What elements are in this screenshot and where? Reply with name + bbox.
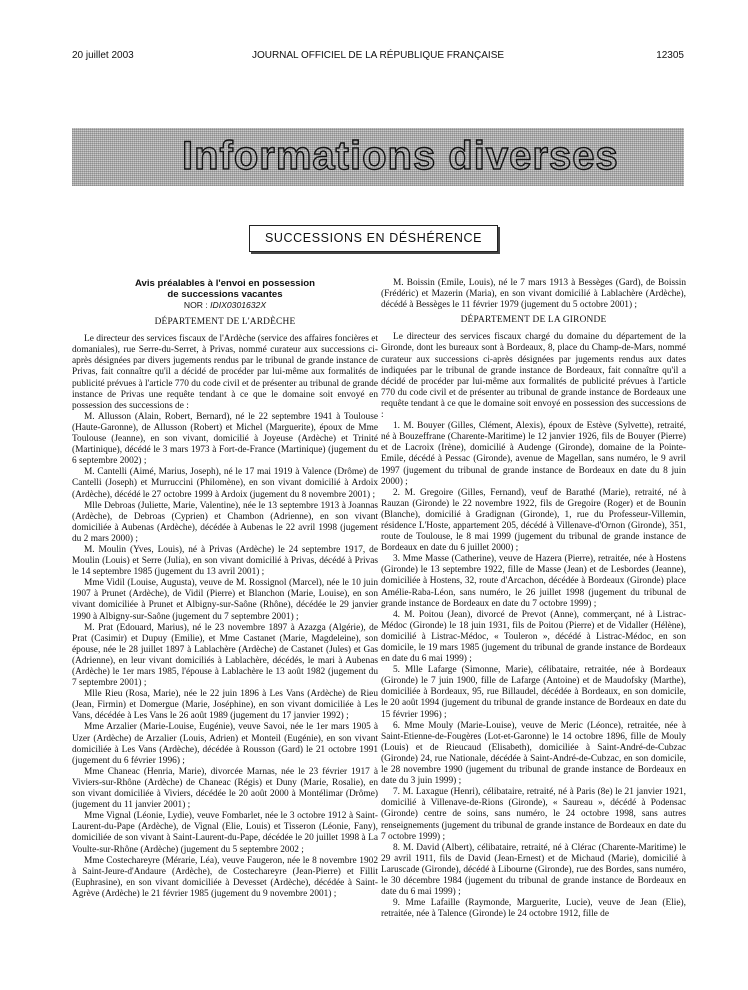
left-column [72, 278, 378, 900]
ardeche-entry-continued: M. Boissin (Emile, Louis), né le 7 mars 1913 à Bessèges (Gard), de Boissin (Frédéric) et Mazerin (Maria), en son vivant domicilié à Lablachère (Ardèche), décédé à Bessèges le 11 février 1979 (jugement du 5 octobre 2001) ; [381, 278, 686, 311]
gironde-entry: 6. Mme Mouly (Marie-Louise), veuve de Meric (Léonce), retraitée, née à Saint-Etienne-de-Fougères (Lot-et-Garonne) le 14 octobre 1896, fille de Mouly (Louis) et de Rieucaud (Elisabeth), domiciliée à Saint-André-de-Cubzac (Gironde) 24, rue Nationale, décédée à Saint-André-de-Cubzac, en son domicile, le 28 novembre 1990 (jugement du tribunal de grande instance de Bordeaux en date du 3 juin 1999) ; [381, 720, 686, 787]
section-title: SUCCESSIONS EN DÉSHÉRENCE [264, 231, 483, 245]
department-heading-gironde: DÉPARTEMENT DE LA GIRONDE [460, 315, 607, 326]
gironde-entry: 7. M. Laxague (Henri), célibataire, retraité, né à Paris (8e) le 21 janvier 1921, domicilié à Villenave-de-Rions (Gironde), « Saureau », décédé à Podensac (Gironde) centre de soins, sans numéro, le 24 octobre 1998, sans autres renseignements (jugement du tribunal de grande instance de Bordeaux en date du 7 octobre 1999) ; [381, 787, 686, 842]
page-header [72, 50, 684, 64]
issue-date: 20 juillet 2003 [72, 50, 134, 61]
department-heading-ardeche: DÉPARTEMENT DE L'ARDÈCHE [154, 317, 296, 328]
ardeche-entry: Mme Vidil (Louise, Augusta), veuve de M. Rossignol (Marcel), née le 10 juin 1907 à Prunet (Ardèche), de Vidil (Pierre) et Blanchon (Marie, Louise), en son vivant domiciliée à Prunet et Albigny-sur-Saône (Rhône), décédée le 29 janvier 1990 à Albigny-sur-Saône (jugement du 7 septembre 2001) ; [72, 578, 378, 622]
gironde-entry: 5. Mlle Lafarge (Simonne, Marie), célibataire, retraitée, née à Bordeaux (Gironde) le 7 juin 1900, fille de Lafarge (Antoine) et de Maudofsky (Marthe), domiciliée à Bordeaux, 95, rue Billaudel, décédée à Bordeaux, en son domicile, le 20 août 1994 (jugement du tribunal de grande instance de Bordeaux en date du 15 février 1996) ; [381, 665, 686, 720]
gironde-entry: 2. M. Gregoire (Gilles, Fernand), veuf de Barathé (Marie), retraité, né à Rauzan (Gironde) le 22 novembre 1922, fils de Gregoire (Roger) et de Bounin (Blanche), domicilié à Gradignan (Gironde), 1, rue du Professeur-Villemin, résidence L'Hoste, appartement 205, décédé à Villenave-d'Ornon (Gironde), 351, route de Toulouse, le 8 mai 1999 (jugement du tribunal de grande instance de Bordeaux en date du 6 juillet 2000) ; [381, 487, 686, 554]
journal-title: JOURNAL OFFICIEL DE LA RÉPUBLIQUE FRANÇAISE [251, 50, 505, 61]
gironde-entry: 3. Mme Masse (Catherine), veuve de Hazera (Pierre), retraitée, née à Hostens (Gironde) le 13 septembre 1922, fille de Masse (Jean) et de Lesbordes (Jeanne), domiciliée à Hostens, 32, route d'Arcachon, décédée à Bordeaux (Gironde) place Amélie-Raba-Léon, sans numéro, le 26 juillet 1998 (jugement du tribunal de grande instance de Bordeaux en date du 7 octobre 1999) ; [381, 554, 686, 609]
ardeche-entry: M. Allusson (Alain, Robert, Bernard), né le 22 septembre 1941 à Toulouse (Haute-Garonne), de Allusson (Robert) et Michel (Marguerite), époux de Mme Toulouse (Jeanne), en son vivant, domicilié à Joyeuse (Ardèche) et Trinité (Martinique), décédé le 3 mars 1973 à Fort-de-France (Martinique) (jugement du 6 septembre 2002) ; [72, 411, 378, 467]
page-number: 12305 [656, 50, 684, 61]
gironde-entry: 1. M. Bouyer (Gilles, Clément, Alexis), époux de Estève (Sylvette), retraité, né à Bouzeffrane (Charente-Maritime) le 12 janvier 1926, fils de Bouyer (Pierre) et de Lacroix (Irène), domicilié à Audenge (Gironde), domaine de la Pointe-Emile, décédé à Pessac (Gironde), avenue de Magellan, sans numéro, le 9 avril 1997 (jugement du tribunal de grande instance de Bordeaux en date du 8 juin 2000) ; [381, 421, 686, 487]
gironde-entry: 8. M. David (Albert), célibataire, retraité, né à Clérac (Charente-Maritime) le 29 avril 1911, fils de David (Jean-Ernest) et de Michaud (Marie), domicilié à Laruscade (Gironde), décédé à Libourne (Gironde), rue des Bordes, sans numéro, le 30 décembre 1984 (jugement du tribunal de grande instance de Bordeaux en date du 6 mai 1999) ; [381, 842, 686, 898]
gironde-entry: 9. Mme Lafaille (Raymonde, Marguerite, Lucie), veuve de Jean (Elie), retraitée, née à Talence (Gironde) le 24 octobre 1912, fille de [381, 898, 686, 920]
article-subtitle-line2: de successions vacantes [167, 289, 283, 300]
ardeche-intro: Le directeur des services fiscaux de l'Ardèche (service des affaires foncières et domaniales), rue Serre-du-Serret, à Privas, nommé curateur aux successions ci-après désignées par divers jugements rendus par le tribunal de grande instance de Privas, fait connaître qu'il a décidé de procéder par lui-même aux formalités de publicité prévues à l'article 770 du code civil et de présenter au tribunal de grande instance de Privas une requête tendant à ce que le domaine soit envoyé en possession des successions de : [72, 334, 378, 411]
gironde-intro: Le directeur des services fiscaux chargé du domaine du département de la Gironde, dont les bureaux sont à Bordeaux, 8, place du Champ-de-Mars, nommé curateur aux successions ci-après désignées par jugements rendus aux dates indiquées par le tribunal de grande instance de Bordeaux, fait connaître qu'il a décidé de procéder par lui-même aux formalités de publicité prévues à l'article 770 du code civil et de présenter au tribunal de grande instance de Bordeaux une requête tendant à ce que le domaine soit envoyé en possession des successions de : [381, 332, 686, 421]
ardeche-entry: Mme Arzalier (Marie-Louise, Eugénie), veuve Savoi, née le 1er mars 1905 à Uzer (Ardèche) de Arzalier (Louis, Adrien) et Monteil (Eugénie), en son vivant domiciliée à Les Vans (Ardèche), décédée à Rousson (Gard) le 21 octobre 1991 (jugement du 6 février 1996) ; [72, 722, 378, 766]
ardeche-entry: Mlle Debroas (Juliette, Marie, Valentine), née le 13 septembre 1913 à Joannas (Ardèche), de Debroas (Cyprien) et Chambon (Adrienne), en son vivant domiciliée à Aubenas (Ardèche), décédée à Aubenas le 22 avril 1998 (jugement du 2 mars 2000) ; [72, 500, 378, 544]
ardeche-entry: Mme Vignal (Léonie, Lydie), veuve Fombarlet, née le 3 octobre 1912 à Saint-Laurent-du-Pape (Ardèche), de Vignal (Elie, Louis) et Tisseron (Léonie, Fany), domiciliée de son vivant à Saint-Laurent-du-Pape, décédée le 20 juillet 1998 à La Voulte-sur-Rhône (Ardèche) (jugement du 5 septembre 2002 ; [72, 811, 378, 855]
ardeche-entry: M. Prat (Edouard, Marius), né le 23 novembre 1897 à Azazga (Algérie), de Prat (Casimir) et Dupuy (Emilie), et Mme Castanet (Marie, Magdeleine), son épouse, née le 28 juillet 1897 à Lablachère (Ardèche) de Castanet (Jules) et Gas (Adrienne), en leur vivant domiciliés à Lablachère, décédés, le mari à Aubenas (Ardèche) le 1er mars 1985, l'épouse à Lablachère le 13 août 1982 (jugement du 7 septembre 2001) ; [72, 622, 378, 689]
right-column [381, 278, 686, 920]
article-subtitle-line1: Avis préalables à l'envoi en possession [134, 278, 316, 289]
nor-reference [72, 300, 378, 311]
rubric-banner [72, 128, 684, 186]
ardeche-entry: Mme Costechareyre (Mérarie, Léa), veuve Faugeron, née le 8 novembre 1902 à Saint-Jeure-d'Andaure (Ardèche), de Costechareyre (Jean-Pierre) et Fillit (Euphrasine), en son vivant domiciliée à Devesset (Ardèche), décédée à Saint-Agrève (Ardèche) le 21 février 1985 (jugement du 9 novembre 2001) ; [72, 855, 378, 899]
section-title-box [249, 225, 498, 252]
ardeche-entry: Mme Chaneac (Henria, Marie), divorcée Marnas, née le 23 février 1917 à Viviers-sur-Rhône (Ardèche) de Chaneac (Régis) et Duny (Marie, Rosalie), en son vivant domiciliée à Viviers, décédée le 20 août 2000 à Montélimar (Drôme) (jugement du 11 janvier 2001) ; [72, 766, 378, 811]
ardeche-entry: M. Cantelli (Aimé, Marius, Joseph), né le 17 mai 1919 à Valence (Drôme) de Cantelli (Joseph) et Murruccini (Philomène), en son vivant domicilié à Ardoix (Ardèche), décédé le 27 octobre 1999 à Ardoix (jugement du 8 novembre 2001) ; [72, 467, 378, 500]
nor-code: IDIX0301632X [210, 300, 267, 310]
ardeche-entry: Mlle Rieu (Rosa, Marie), née le 22 juin 1896 à Les Vans (Ardèche) de Rieu (Jean, Firmin) et Domergue (Marie, Joséphine), en son vivant domiciliée à Les Vans, décédée à Les Vans le 26 août 1989 (jugement du 17 janvier 1992) ; [72, 689, 378, 722]
rubric-title: Informations diverses [182, 134, 619, 178]
ardeche-entry: M. Moulin (Yves, Louis), né à Privas (Ardèche) le 24 septembre 1917, de Moulin (Louis) et Serre (Julia), en son vivant domicilié à Privas, décédé à Privas le 14 septembre 1985 (jugement du 13 avril 2001) ; [72, 544, 378, 578]
nor-label: NOR : [183, 300, 211, 310]
gironde-entry: 4. M. Poitou (Jean), divorcé de Prevot (Anne), commerçant, né à Listrac-Médoc (Gironde) le 18 juin 1931, fils de Poitou (Pierre) et de Vidaller (Hélène), domicilié à Listrac-Médoc, « Touleron », décédé à Listrac-Médoc, en son domicile, le 19 mars 1985 (jugement du tribunal de grande instance de Bordeaux en date du 6 mai 1999) ; [381, 609, 686, 665]
